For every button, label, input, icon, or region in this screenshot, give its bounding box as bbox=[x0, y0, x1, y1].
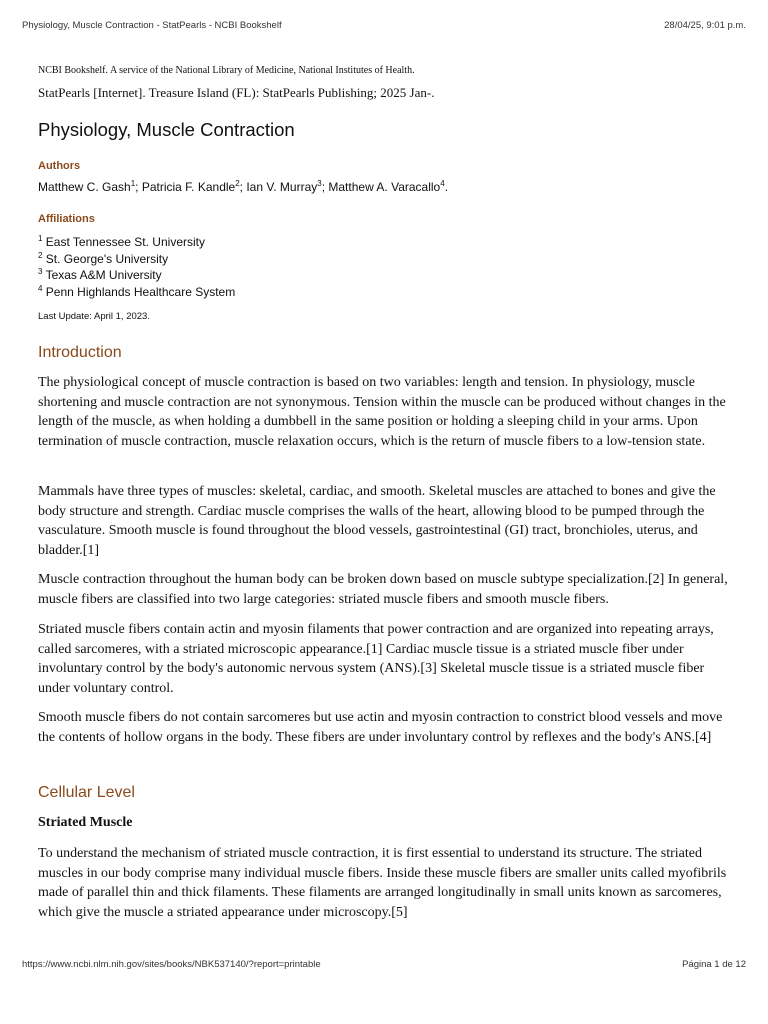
last-update: Last Update: April 1, 2023. bbox=[38, 311, 150, 322]
author bbox=[142, 180, 247, 194]
paragraph: Mammals have three types of muscles: skeletal, cardiac, and smooth. Skeletal muscles are attached to bones and give the body structure and strength. Cardiac muscle comprises the walls of the heart, allowing blood to be pumped through the vasculature. Smooth muscle is found throughout the blood vessels, gastrointestinal (GI) tract, bronchioles, uterus, and bladder.[1] bbox=[38, 484, 716, 558]
section-heading-introduction: Introduction bbox=[38, 344, 122, 361]
affiliation-name: Texas A&M University bbox=[45, 268, 162, 283]
author-separator: ; bbox=[321, 180, 329, 194]
author-separator: ; bbox=[239, 180, 247, 194]
affiliation-item bbox=[38, 234, 235, 251]
author-affiliation-number: 4 bbox=[440, 179, 445, 188]
author bbox=[38, 180, 142, 194]
author-name: Patricia F. Kandle bbox=[141, 180, 236, 194]
print-header-title: Physiology, Muscle Contraction - StatPearls - NCBI Bookshelf bbox=[22, 20, 282, 31]
paragraph: Smooth muscle fibers do not contain sarcomeres but use actin and myosin contraction to constrict blood vessels and move the contents of hollow organs in the body. These fibers are under involuntary control by reflexes and the body's ANS.[4] bbox=[38, 710, 723, 745]
author-separator: . bbox=[444, 180, 449, 194]
affiliation-item bbox=[38, 251, 235, 268]
author-name: Matthew A. Varacallo bbox=[328, 180, 441, 194]
affiliation-name: Penn Highlands Healthcare System bbox=[45, 284, 236, 299]
author-separator: ; bbox=[135, 180, 142, 194]
author-name: Matthew C. Gash bbox=[38, 180, 131, 194]
author-affiliation-number: 3 bbox=[317, 179, 322, 188]
author-name: Ian V. Murray bbox=[246, 180, 318, 194]
affiliation-item bbox=[38, 267, 235, 284]
author bbox=[328, 180, 448, 194]
bookshelf-notice: NCBI Bookshelf. A service of the National Library of Medicine, National Institutes of Health. bbox=[38, 65, 415, 76]
paragraph: The physiological concept of muscle contraction is based on two variables: length and tension. In physiology, muscle shortening and muscle contraction are not synonymous. Tension within the muscle can be produced without changes in the length of the muscle, as when holding a dumbbell in the same position or holding a sleeping child in your arms. Upon termination of muscle contraction, muscle relaxation occurs, which is the return of muscle fibers to a low-tension state. bbox=[38, 375, 726, 449]
authors-list bbox=[38, 180, 448, 194]
print-footer bbox=[22, 959, 746, 970]
print-header-datetime: 28/04/25, 9:01 p.m. bbox=[664, 20, 746, 31]
affiliation-number: 1 bbox=[38, 234, 43, 243]
citation: StatPearls [Internet]. Treasure Island (FL): StatPearls Publishing; 2025 Jan-. bbox=[38, 85, 435, 100]
section-heading-cellular-level: Cellular Level bbox=[38, 784, 135, 801]
affiliation-number: 4 bbox=[38, 283, 43, 293]
paragraph: Muscle contraction throughout the human body can be broken down based on muscle subtype specialization.[2] In general, muscle fibers are classified into two large categories: striated muscle fibers and smooth muscle fibers. bbox=[38, 572, 728, 607]
affiliation-number: 3 bbox=[38, 267, 43, 277]
author-affiliation-number: 1 bbox=[130, 179, 136, 188]
print-footer-page-number: Página 1 de 12 bbox=[682, 959, 746, 970]
affiliation-name: St. George's University bbox=[45, 251, 169, 266]
affiliation-number: 2 bbox=[38, 250, 43, 260]
affiliations-label: Affiliations bbox=[38, 213, 95, 225]
print-header bbox=[22, 20, 746, 31]
affiliation-item bbox=[38, 284, 235, 301]
author-affiliation-number: 2 bbox=[235, 179, 240, 188]
paragraph: To understand the mechanism of striated muscle contraction, it is first essential to understand its structure. The striated muscles in our body comprise many individual muscle fibers. Inside these muscle fibers are smaller units called myofibrils made of parallel thin and thick filaments. These filaments are arranged longitudinally in small units known as sarcomeres, which give the muscle a striated appearance under microscopy.[5] bbox=[38, 846, 727, 920]
paragraph: Striated muscle fibers contain actin and myosin filaments that power contraction and are organized into repeating arrays, called sarcomeres, with a striated microscopic appearance.[1] Cardiac muscle tissue is a striated muscle fiber under involuntary control by the body's autonomic nervous system (ANS).[3] Skeletal muscle tissue is a striated muscle fiber under voluntary control. bbox=[38, 622, 714, 696]
subheading-striated-muscle: Striated Muscle bbox=[38, 815, 133, 830]
author bbox=[246, 180, 328, 194]
print-footer-url: https://www.ncbi.nlm.nih.gov/sites/books/NBK537140/?report=printable bbox=[22, 959, 321, 970]
affiliation-name: East Tennessee St. University bbox=[45, 235, 205, 249]
authors-label: Authors bbox=[38, 160, 81, 172]
page-title: Physiology, Muscle Contraction bbox=[38, 119, 295, 140]
affiliations-list bbox=[38, 234, 235, 300]
